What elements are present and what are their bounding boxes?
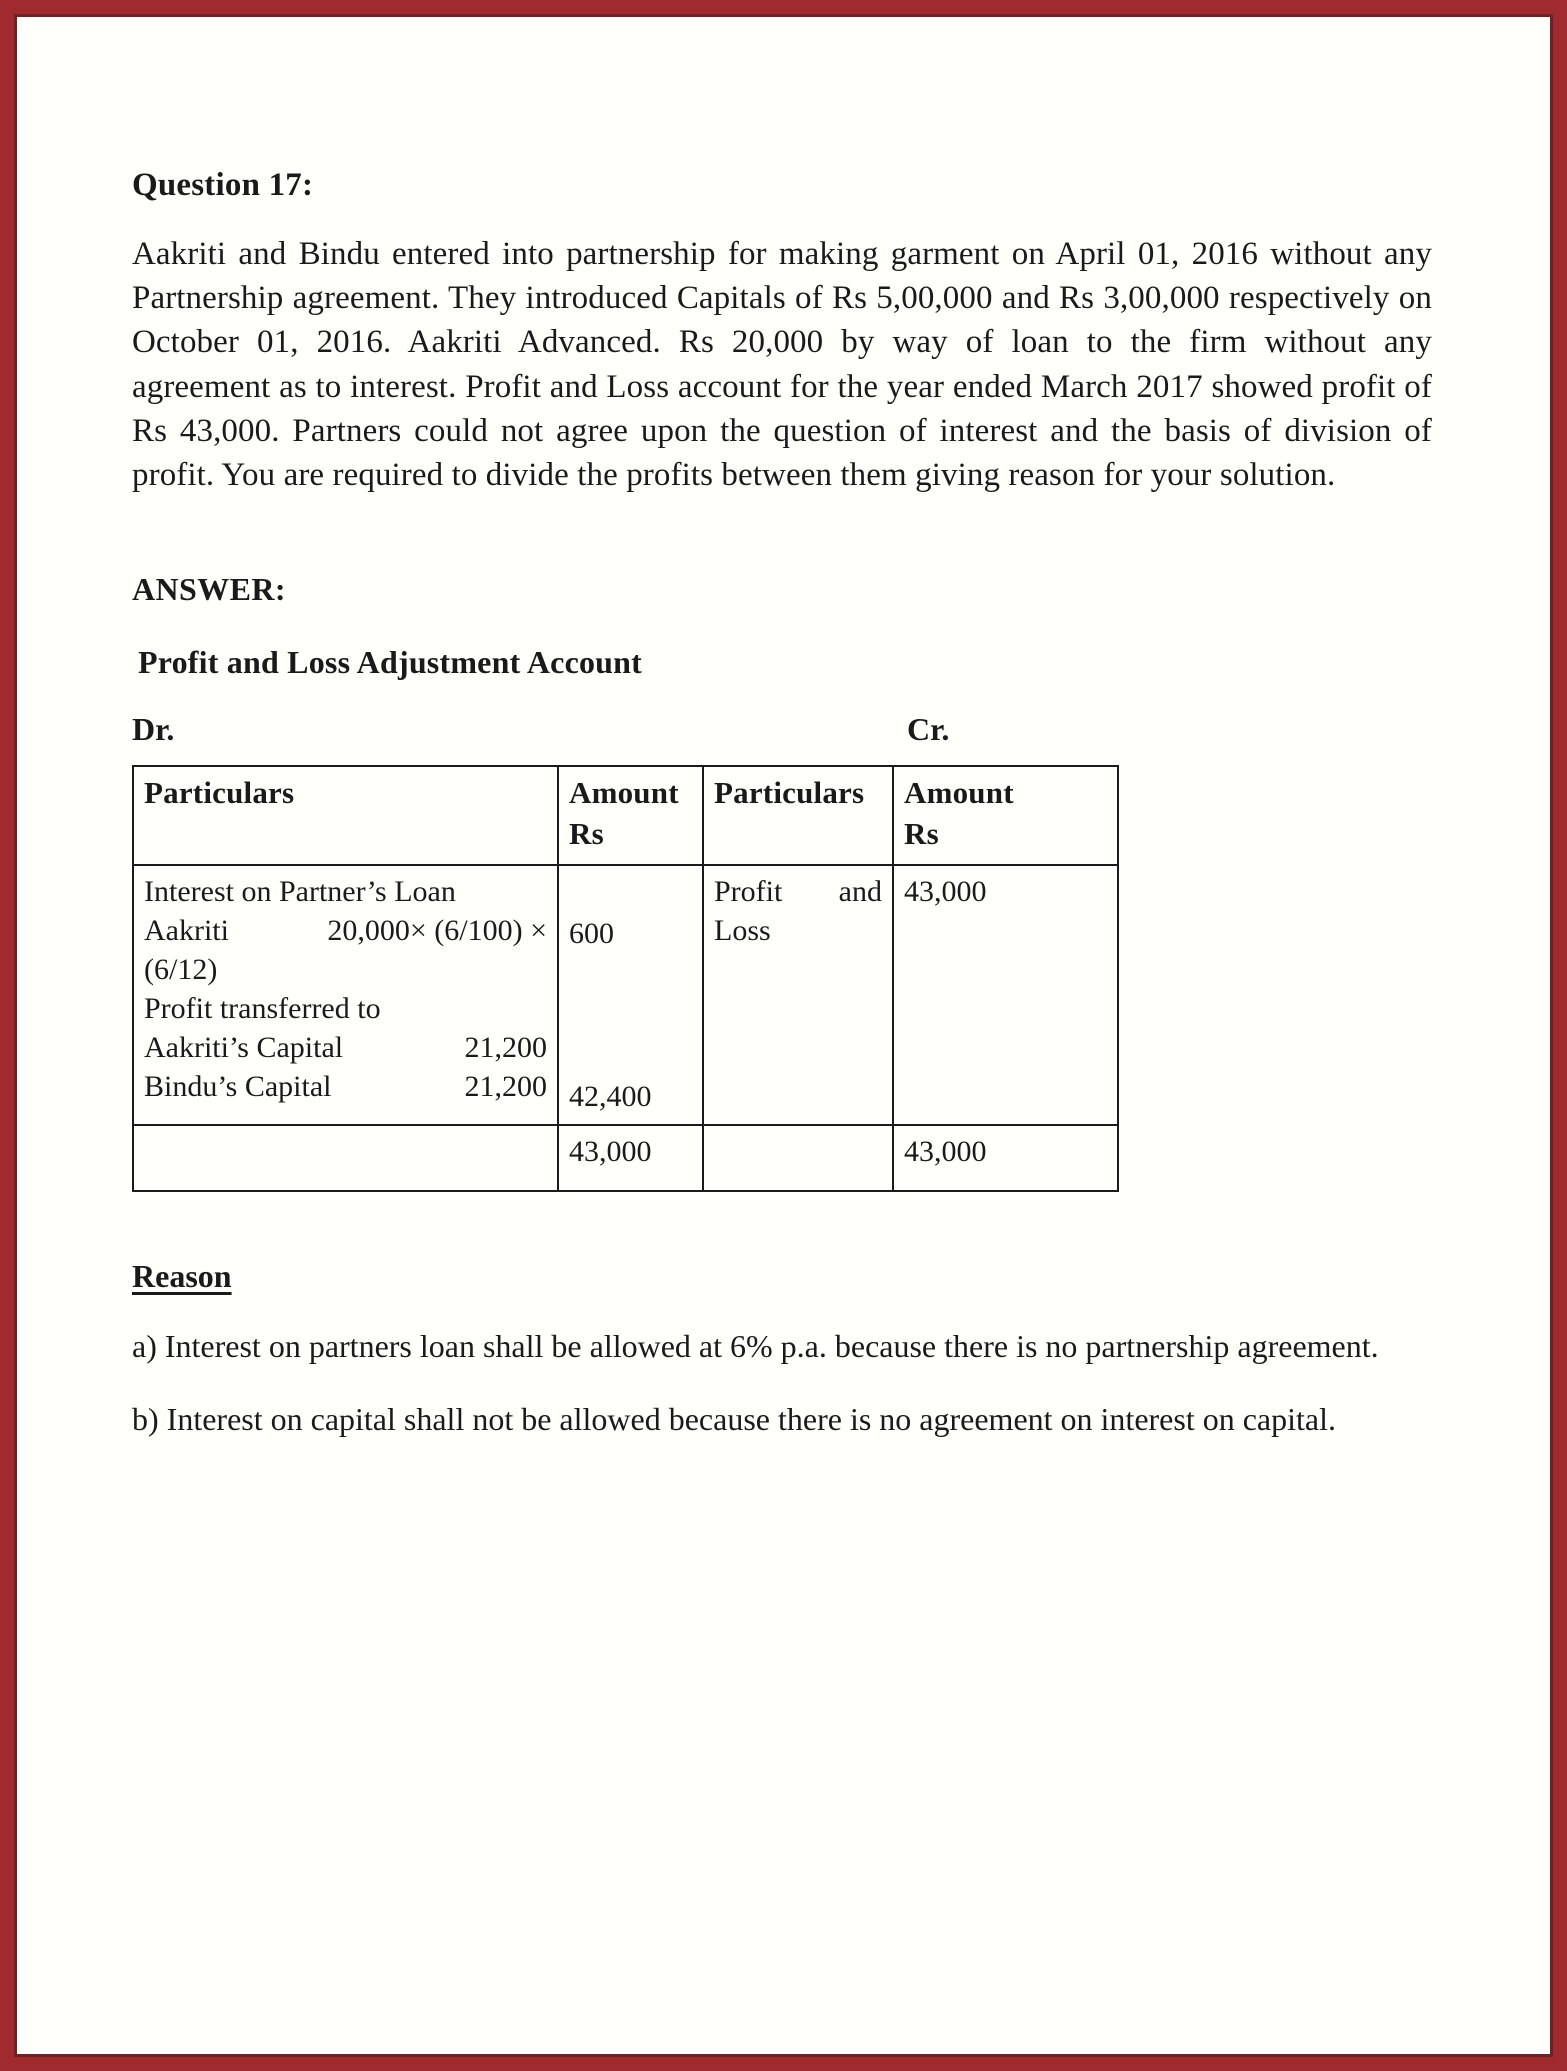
total-particulars-credit-cell — [703, 1125, 893, 1191]
debit-amount-spacer-2 — [569, 953, 692, 1077]
credit-amount-profit-loss: 43,000 — [904, 874, 987, 908]
header-amount-debit-line1: Amount — [569, 775, 679, 811]
debit-amount-cell — [558, 865, 703, 1125]
total-amount-debit-cell: 43,000 — [558, 1125, 703, 1191]
account-title: Profit and Loss Adjustment Account — [138, 644, 643, 681]
credit-particulars-cell — [703, 865, 893, 1125]
debit-aakriti-capital-value: 21,200 — [464, 1030, 547, 1064]
header-particulars-credit: Particulars — [703, 766, 893, 865]
debit-aakriti-calc: 20,000× (6/100) × — [327, 913, 547, 947]
credit-line-profit-and — [714, 872, 882, 911]
cr-label: Cr. — [907, 711, 950, 748]
debit-aakriti-capital-label: Aakriti’s Capital — [144, 1030, 344, 1064]
table-row — [133, 865, 1118, 1125]
header-amount-credit-line1: Amount — [904, 775, 1014, 811]
debit-line-profit-transferred: Profit transferred to — [144, 991, 381, 1025]
reason-heading: Reason — [132, 1257, 232, 1294]
credit-amount-cell — [893, 865, 1118, 1125]
profit-loss-adjustment-account-table — [132, 765, 1119, 1192]
debit-credit-labels — [132, 711, 1432, 749]
question-text: Aakriti and Bindu entered into partnership for making garment on April 01, 2016 without any Partnership agreement. They introduced Capitals of Rs 5,00,000 and Rs 3,00,000 respectively on October 01, 2016. Aakriti Advanced. Rs 20,000 by way of loan to the firm without any agreement as to interest. Profit and Loss account for the year ended March 2017 showed profit of Rs 43,000. Partners could not agree upon the question of interest and the basis of division of profit. You are required to divide the profits between them giving reason for your solution. — [132, 236, 1432, 494]
credit-loss-word: Loss — [714, 913, 771, 947]
header-amount-credit-line2: Rs — [904, 815, 939, 851]
reason-point-b: b) Interest on capital shall not be allowed because there is no agreement on interest on capital. — [132, 1400, 1336, 1437]
total-particulars-debit-cell — [133, 1125, 558, 1191]
debit-line-fraction: (6/12) — [144, 952, 218, 986]
credit-and-word: and — [838, 874, 882, 908]
debit-amount-profit-transferred: 42,400 — [569, 1079, 652, 1113]
reason-point-a: a) Interest on partners loan shall be allowed at 6% p.a. because there is no partnership agreement. — [132, 1327, 1379, 1364]
debit-bindu-capital-label: Bindu’s Capital — [144, 1069, 332, 1103]
debit-line-bindu-capital — [144, 1067, 547, 1106]
table-header-row — [133, 766, 1118, 865]
reason-section — [132, 1192, 1432, 1441]
debit-line-aakriti-capital — [144, 1028, 547, 1067]
answer-label: ANSWER: — [132, 571, 286, 608]
debit-amount-interest: 600 — [569, 916, 614, 950]
header-amount-debit-line2: Rs — [569, 815, 604, 851]
debit-line-aakriti-calc — [144, 911, 547, 950]
page-inner-border — [14, 14, 1553, 2057]
header-amount-credit — [893, 766, 1118, 865]
credit-profit-word: Profit — [714, 874, 783, 908]
dr-label: Dr. — [132, 711, 175, 748]
debit-line-interest-loan: Interest on Partner’s Loan — [144, 874, 456, 908]
table-total-row — [133, 1125, 1118, 1191]
question-title: Question 17: — [132, 167, 314, 203]
debit-particulars-cell — [133, 865, 558, 1125]
header-amount-debit — [558, 766, 703, 865]
debit-aakriti-label: Aakriti — [144, 913, 229, 947]
debit-bindu-capital-value: 21,200 — [464, 1069, 547, 1103]
total-amount-credit-cell: 43,000 — [893, 1125, 1118, 1191]
header-particulars-debit: Particulars — [133, 766, 558, 865]
debit-amount-spacer — [569, 872, 692, 914]
document-sheet — [17, 17, 1550, 2054]
